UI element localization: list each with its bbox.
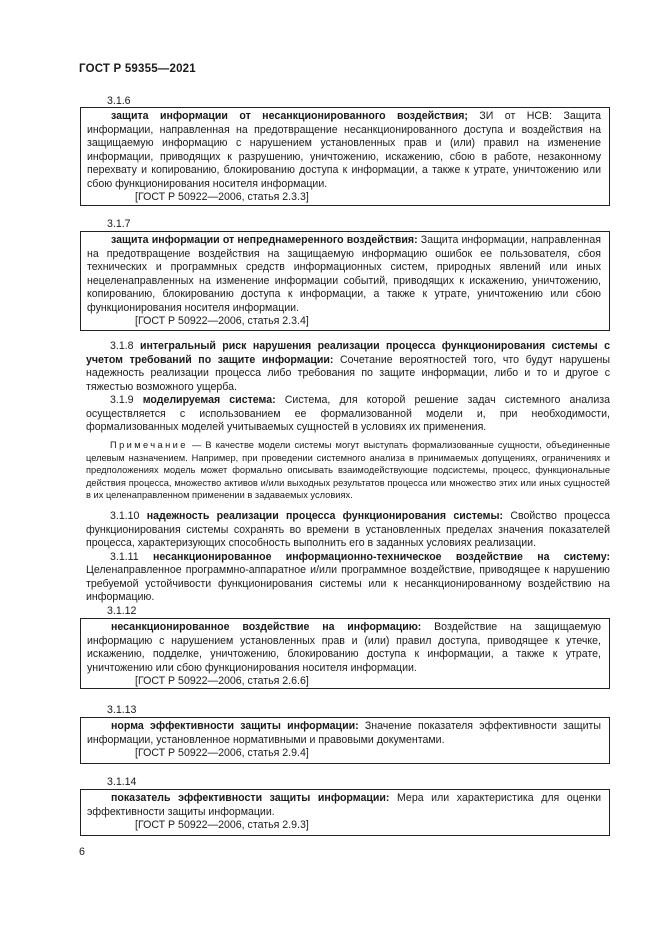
- term-paragraph: [86, 340, 610, 394]
- terms-block: [86, 510, 610, 605]
- clause-number: 3.1.13: [107, 704, 137, 716]
- term-paragraph: [86, 551, 610, 605]
- clause-number: 3.1.8: [110, 340, 134, 352]
- term-definition: Защита информации, направленная на предотвращение воздействия на защищаемую информацию ошибок ее пользователя, сбоя технических и программных средств информационных систем, природных явлений или иных нецеленаправленных на изменение информации событий, приводящих к искажению, уничтожению, копированию, блокированию доступа к информации, а также к утрате, уничтожению или сбою функционирования носителя информации.: [87, 234, 601, 314]
- term-title: показатель эффективности защиты информации:: [111, 792, 390, 804]
- term-paragraph: [86, 510, 610, 551]
- term-reference: [ГОСТ Р 50922—2006, статья 2.3.3]: [135, 191, 309, 203]
- term-box: [80, 618, 610, 689]
- term-definition: Целенаправленное программно-аппаратное и/или программное воздействие, приводящее к нарушению требуемой устойчивости функционирования системы или к несанкционированному воздействию на информацию.: [86, 564, 610, 603]
- term-title: защита информации от несанкционированного воздействия;: [111, 110, 468, 122]
- term-paragraph: [87, 234, 601, 315]
- note-block: [86, 439, 610, 502]
- term-definition: Система, для которой решение задач системного анализа осуществляется с использованием ее формализованной модели и, при необходимости, формализованных моделей учитываемых сущностей в условиях их применения.: [86, 394, 610, 433]
- term-title: надежность реализации процесса функционирования системы:: [146, 510, 504, 522]
- term-paragraph: [87, 792, 601, 819]
- clause-number: 3.1.11: [110, 550, 139, 563]
- clause-number: 3.1.10: [110, 510, 140, 522]
- term-paragraph: [87, 720, 601, 747]
- term-definition: Значение показателя эффективности защиты информации, установленное нормативными и правовыми документами.: [87, 720, 601, 746]
- term-title: защита информации от непреднамеренного воздействия:: [111, 234, 418, 246]
- term-title: норма эффективности защиты информации:: [111, 720, 359, 732]
- terms-block: [86, 340, 610, 435]
- term-paragraph: [86, 394, 610, 435]
- term-title: несанкционированное информационно-техническое воздействие на систему:: [152, 550, 610, 563]
- clause-number: 3.1.9: [110, 394, 134, 406]
- term-title: интегральный риск нарушения реализации процесса функционирования системы с учетом требований по защите информации:: [86, 340, 610, 366]
- term-definition: Свойство процесса функционирования системы сохранять во времени в установленных пределах значения показателей процесса, характеризующих способность выполнить его в заданных условиях реализации.: [86, 510, 610, 549]
- clause-number: 3.1.12: [107, 605, 137, 617]
- note-text: — В качестве модели системы могут выступать формализованные сущности, объединенные целевым назначением. Например, при проведении системного анализа в принимаемых допущениях, ограничениях и предположениях модель может формально описывать взаимодействующие подсистемы, процесс, функциональные действия процесса, множество активов и/или выходных результатов процесса или множество этих или иных сущностей в их целенаправленном применении в задаваемых условиях.: [86, 440, 610, 501]
- term-box: [80, 789, 610, 836]
- term-reference: [ГОСТ Р 50922—2006, статья 2.9.4]: [135, 747, 309, 759]
- term-box: [80, 717, 610, 764]
- note-label: Примечание: [110, 440, 188, 450]
- term-box: [80, 107, 610, 206]
- page-number: 6: [79, 846, 85, 858]
- note-paragraph: [86, 439, 610, 502]
- term-definition: Мера или характеристика для оценки эффективности защиты информации.: [87, 792, 601, 818]
- document-header: ГОСТ Р 59355—2021: [79, 63, 196, 75]
- term-box: [80, 231, 610, 331]
- term-paragraph: [87, 110, 601, 191]
- term-reference: [ГОСТ Р 50922—2006, статья 2.6.6]: [135, 675, 309, 687]
- term-definition: Сочетание вероятностей того, что будут нарушены надежность реализации процесса либо требования по защите информации, либо и то и другое с тяжестью возможного ущерба.: [86, 353, 610, 393]
- clause-number: 3.1.6: [107, 95, 131, 107]
- term-reference: [ГОСТ Р 50922—2006, статья 2.9.3]: [135, 819, 309, 831]
- term-paragraph: [87, 621, 601, 675]
- clause-number: 3.1.14: [107, 776, 137, 788]
- term-definition: Воздействие на защищаемую информацию с нарушением установленных прав и (или) правил доступа, приводящее к утечке, искажению, подделке, уничтожению, блокированию доступа к информации, а также к утрате, уничтожению или сбою функционирования носителя информации.: [87, 621, 601, 674]
- clause-number: 3.1.7: [107, 218, 131, 230]
- term-title: моделируемая система:: [142, 394, 276, 406]
- term-title: несанкционированное воздействие на информацию:: [111, 621, 422, 633]
- term-definition: ЗИ от НСВ: Защита информации, направленная на предотвращение несанкционированного доступа и воздействия на защищаемую информацию с нарушением установленных прав и (или) правил на изменение информации, приводящих к разрушению, уничтожению, искажению, сбою в работе, незаконному перехвату и копированию, блокированию доступа к информации, а также к утрате, уничтожению или сбою функционирования носителя информации.: [87, 110, 601, 190]
- term-reference: [ГОСТ Р 50922—2006, статья 2.3.4]: [135, 315, 309, 327]
